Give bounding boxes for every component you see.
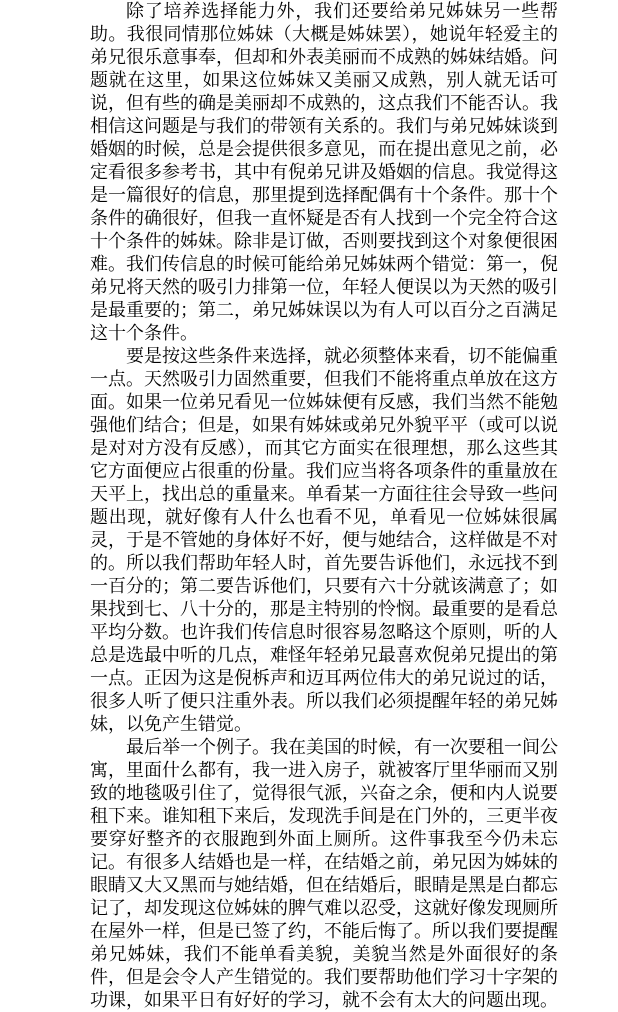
paragraph-3: 最后举一个例子。我在美国的时候，有一次要租一间公寓，里面什么都有，我一进入房子，就被客厅里华丽而又别致的地毯吸引住了，觉得很气派，兴奋之余，便和内人说要租下来。谁知租下来后，发现洗手间是在门外的，三更半夜要穿好整齐的衣服跑到外面上厕所。这件事我至今仍未忘记。有很多人结婚也是一样，在结婚之前，弟兄因为姊妹的眼睛又大又黑而与她结婚，但在结婚后，眼睛是黑是白都忘记了，却发现这位姊妹的脾气难以忍受，这就好像发现厕所在屋外一样，但是已签了约，不能后悔了。所以我们要提醒弟兄姊妹，我们不能单看美貌，美貌当然是外面很好的条件，但是会令人产生错觉的。我们要帮助他们学习十字架的功课，如果平日有好好的学习，就不会有太大的问题出现。 <box>90 737 558 1011</box>
paragraph-2: 要是按这些条件来选择，就必须整体来看，切不能偏重一点。天然吸引力固然重要，但我们不能将重点单放在这方面。如果一位弟兄看见一位姊妹便有反感，我们当然不能勉强他们结合；但是，如果有姊妹或弟兄外貌平平（或可以说是对对方没有反感），而其它方面实在很理想，那么这些其它方面便应占很重的份量。我们应当将各项条件的重量放在天平上，找出总的重量来。单看某一方面往往会导致一些问题出现，就好像有人什么也看不见，单看见一位姊妹很属灵，于是不管她的身体好不好，便与她结合，这样做是不对的。所以我们帮助年轻人时，首先要告诉他们，永远找不到一百分的；第二要告诉他们，只要有六十分就该满意了；如果找到七、八十分的，那是主特别的怜悯。最重要的是看总平均分数。也许我们传信息时很容易忽略这个原则，听的人总是选最中听的几点，难怪年轻弟兄最喜欢倪弟兄提出的第一点。正因为这是倪柝声和迈耳两位伟大的弟兄说过的话，很多人听了便只注重外表。所以我们必须提醒年轻的弟兄姊妹，以免产生错觉。 <box>90 346 558 735</box>
paragraph-1: 除了培养选择能力外，我们还要给弟兄姊妹另一些帮助。我很同情那位姊妹（大概是姊妹罢），她说年轻爱主的弟兄很乐意事奉，但却和外表美丽而不成熟的姊妹结婚。问题就在这里，如果这位姊妹又美丽又成熟，别人就无话可说，但有些的确是美丽却不成熟的，这点我们不能否认。我相信这问题是与我们的带领有关系的。我们与弟兄姊妹谈到婚姻的时候，总是会提供很多意见，而在提出意见之前，必定看很多参考书，其中有倪弟兄讲及婚姻的信息。我觉得这是一篇很好的信息，那里提到选择配偶有十个条件。那十个条件的确很好，但我一直怀疑是否有人找到一个完全符合这十个条件的姊妹。除非是订做，否则要找到这个对象便很困难。我们传信息的时候可能给弟兄姊妹两个错觉：第一，倪弟兄将天然的吸引力排第一位，年轻人便误以为天然的吸引是最重要的；第二，弟兄姊妹误以为有人可以百分之百满足这十个条件。 <box>90 1 558 344</box>
document-body <box>90 0 558 1012</box>
